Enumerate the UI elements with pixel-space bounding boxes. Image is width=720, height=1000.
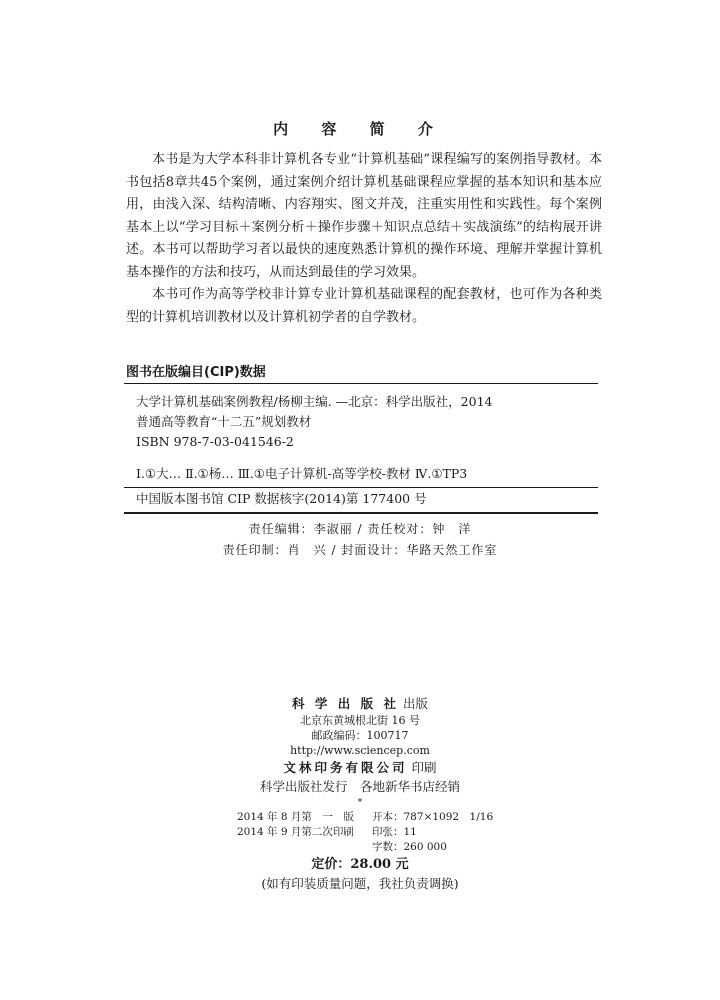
publisher-postcode: 邮政编码：100717 xyxy=(311,729,409,742)
cip-bottom-rule xyxy=(124,512,598,514)
distribution-line: 科学出版社发行 各地新华书店经销 xyxy=(259,779,460,794)
publisher-address: 北京东黄城根北街 16 号 xyxy=(300,714,420,727)
summary-section xyxy=(126,149,602,329)
production-credits: 责任印制：肖 兴 / 封面设计：华路天然工作室 xyxy=(222,543,498,557)
edition-row xyxy=(0,810,720,825)
cip-record-line: 中国版本图书馆 CIP 数据核字(2014)第 177400 号 xyxy=(136,491,427,506)
price: 定价：28.00 元 xyxy=(311,857,409,872)
page-title: 内 容 简 介 xyxy=(273,120,447,138)
cip-record-block xyxy=(136,489,596,509)
book-format: 开本：787×1092 1/16 xyxy=(372,811,494,823)
edition-date: 2014 年 8 月第 一 版 xyxy=(237,811,354,823)
print-label: 印刷 xyxy=(411,760,437,775)
editor-credits: 责任编辑：李淑丽 / 责任校对：钟 洋 xyxy=(248,522,472,536)
cip-isbn-line: ISBN 978-7-03-041546-2 xyxy=(136,434,294,449)
publish-label: 出版 xyxy=(402,696,428,711)
cip-title-line: 大学计算机基础案例教程/杨柳主编. —北京：科学出版社，2014 xyxy=(136,394,493,409)
publisher-url: http://www.sciencep.com xyxy=(290,744,430,757)
printer-name: 文林印务有限公司 xyxy=(283,760,408,775)
separator-asterisk: * xyxy=(357,797,363,808)
credits-block xyxy=(0,519,720,561)
cip-classification-line: Ⅰ.①大… Ⅱ.①杨… Ⅲ.①电子计算机-高等学校-教材 Ⅳ.①TP3 xyxy=(136,466,468,481)
cip-data-block xyxy=(136,392,596,484)
printing-date: 2014 年 9 月第二次印刷 xyxy=(237,826,354,838)
cip-heading: 图书在版编目(CIP)数据 xyxy=(126,365,266,380)
cip-series-line: 普通高等教育“十二五”规划教材 xyxy=(136,414,312,429)
quality-note: (如有印装质量问题，我社负责调换) xyxy=(261,876,459,891)
cip-top-rule xyxy=(124,383,598,384)
word-count: 字数：260 000 xyxy=(372,841,447,853)
publisher-name: 科 学 出 版 社 xyxy=(292,696,399,711)
printing-row xyxy=(0,825,720,840)
summary-paragraph: 本书可作为高等学校非计算专业计算机基础课程的配套教材，也可作为各种类型的计算机培训教材以及计算机初学者的自学教材。 xyxy=(126,287,602,325)
printed-sheets: 印张：11 xyxy=(372,826,417,838)
word-count-row xyxy=(0,840,720,855)
summary-paragraph: 本书是为大学本科非计算机各专业“计算机基础”课程编写的案例指导教材。本书包括8章共45个案例，通过案例介绍计算机基础课程应掌握的基本知识和基本应用，由浅入深、结构清晰、内容翔实、图文并茂，注重实用性和实践性。每个案例基本上以“学习目标＋案例分析＋操作步骤＋知识点总结＋实战演练”的结构展开讲述。本书可以帮助学习者以最快的速度熟悉计算机的操作环境、理解并掌握计算机基本操作的方法和技巧，从而达到最佳的学习效果。 xyxy=(126,152,602,280)
cip-middle-rule xyxy=(124,487,598,488)
publication-info xyxy=(0,694,720,893)
